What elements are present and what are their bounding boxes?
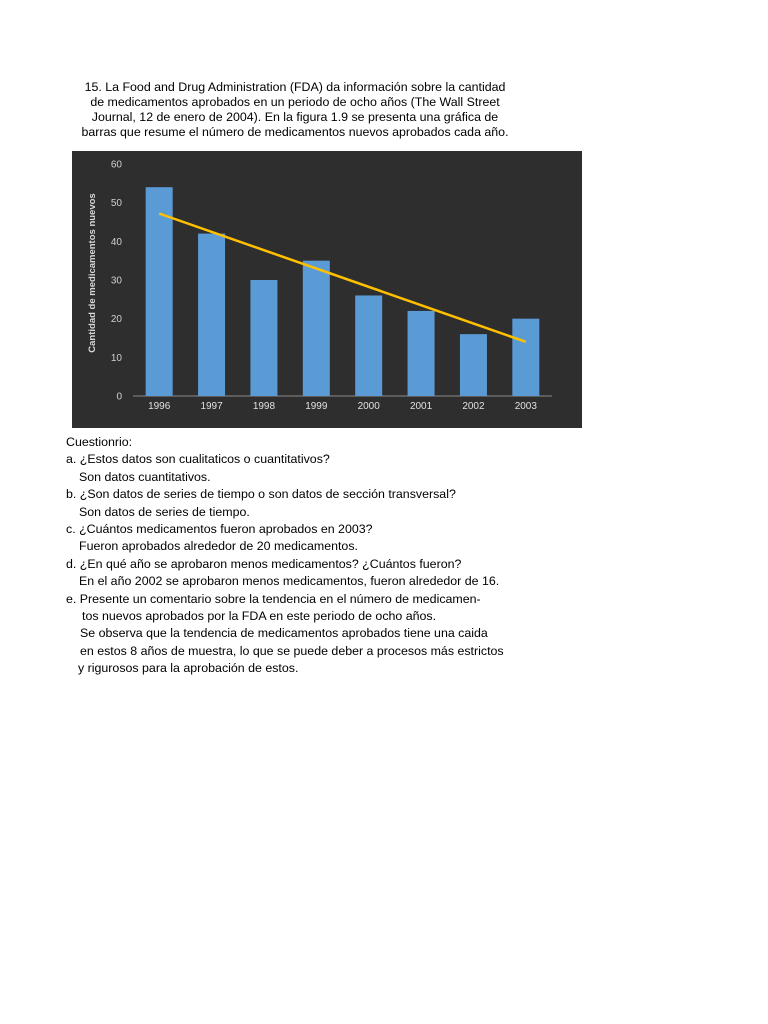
y-tick-label: 40 [110,236,122,248]
x-tick-label: 2001 [409,401,433,412]
questionnaire-title: Cuestionrio: [66,435,133,449]
y-tick-label: 20 [110,314,122,326]
answer-line: tos nuevos aprobados por la FDA en este periodo de ocho años. [82,609,437,624]
bar-2002 [460,334,487,396]
answer-line: Son datos de series de tiempo. [79,504,250,519]
x-tick-label: 1996 [148,401,171,412]
y-tick-label: 50 [110,198,122,210]
problem-statement [60,80,530,140]
answer-line: Son datos cuantitativos. [79,469,211,484]
y-tick-label: 0 [116,391,122,403]
bar-2001 [408,311,435,396]
problem-line: Journal, 12 de enero de 2004). En la figura 1.9 se presenta una gráfica de [91,110,499,124]
problem-line: 15. La Food and Drug Administration (FDA) da información sobre la cantidad [84,80,506,94]
question-line: c. ¿Cuántos medicamentos fueron aprobados en 2003? [66,522,373,537]
y-tick-label: 60 [110,159,122,171]
bar-2000 [355,295,382,396]
answer-line: Fueron aprobados alrededor de 20 medicamentos. [79,539,358,554]
y-tick-label: 30 [110,275,122,287]
questionnaire [66,434,586,678]
question-line: e. Presente un comentario sobre la tendencia en el número de medicamen- [66,591,481,606]
answer-line: Se observa que la tendencia de medicamentos aprobados tiene una caida [80,626,488,641]
x-tick-label: 1997 [200,401,223,412]
question-line: d. ¿En qué año se aprobaron menos medicamentos? ¿Cuántos fueron? [66,556,462,571]
answer-line: en estos 8 años de muestra, lo que se puede deber a procesos más estrictos [80,643,504,658]
answer-line: y rigurosos para la aprobación de estos. [78,661,299,676]
x-tick-label: 1998 [252,401,276,412]
bar-2003 [512,319,539,396]
problem-line: de medicamentos aprobados en un periodo de ocho años (The Wall Street [90,95,500,109]
x-tick-label: 1999 [305,401,328,412]
problem-line: barras que resume el número de medicamentos nuevos aprobados cada año. [81,125,509,139]
bar-chart [72,151,582,428]
x-tick-label: 2003 [514,401,537,412]
bar-1997 [198,234,225,396]
bar-1996 [146,187,173,396]
question-line: b. ¿Son datos de series de tiempo o son datos de sección transversal? [66,487,456,502]
bar-1999 [303,261,330,396]
y-axis-label: Cantidad de medicamentos nuevos [87,193,98,353]
y-tick-label: 10 [110,352,122,364]
bar-chart-svg [72,151,582,428]
x-tick-label: 2002 [462,401,485,412]
bar-1998 [250,280,277,396]
question-line: a. ¿Estos datos son cualitaticos o cuantitativos? [66,452,330,467]
x-tick-label: 2000 [357,401,380,412]
answer-line: En el año 2002 se aprobaron menos medicamentos, fueron alrededor de 16. [79,574,500,589]
